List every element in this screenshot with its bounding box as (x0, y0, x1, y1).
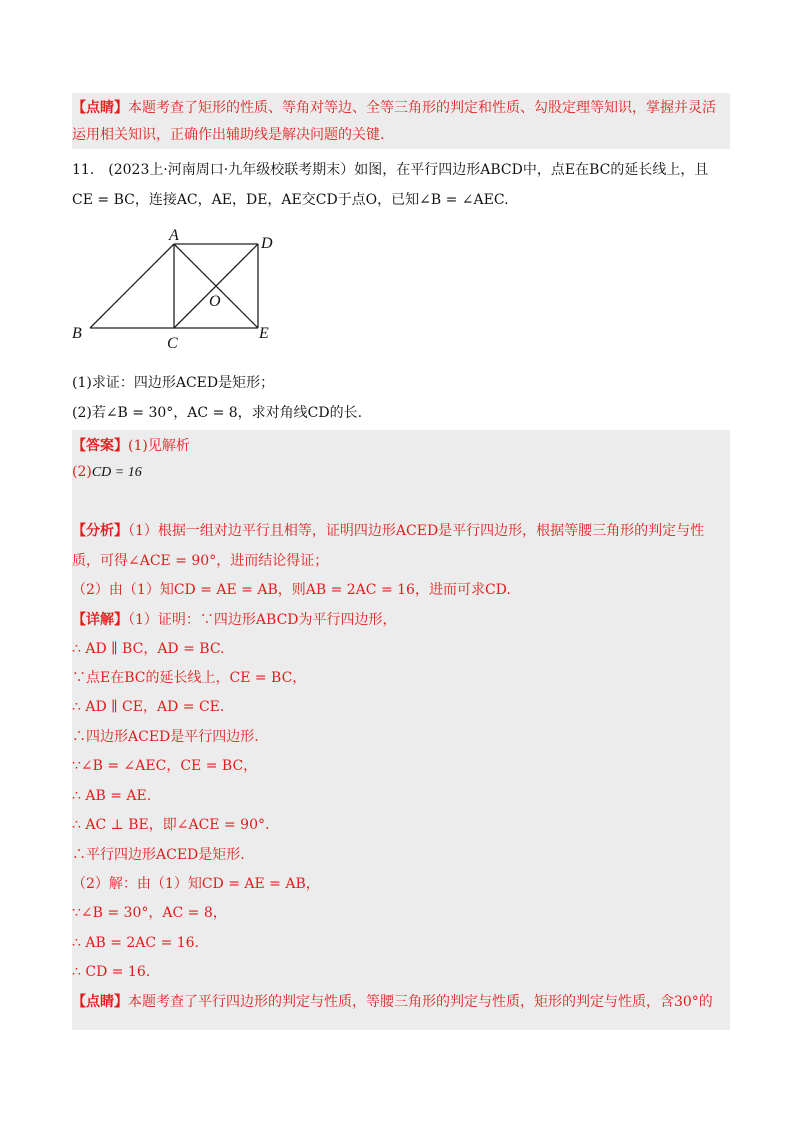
detail-line-7: ∴ AC ⊥ BE，即∠ACE = 90°. (72, 817, 270, 833)
detail-line-0 (72, 610, 732, 630)
tip2-tag: 【点睛】 (72, 994, 128, 1010)
answer-line-1 (72, 436, 732, 456)
answer-part-2: CD = 16 (91, 465, 142, 480)
tip-tag: 【点睛】 (72, 100, 128, 116)
tip2-line-1 (72, 992, 732, 1012)
detail-line-2: ∵点E在BC的延长线上，CE = BC， (72, 670, 307, 686)
label-B: B (72, 325, 82, 342)
tip2-text: 本题考查了平行四边形的判定与性质，等腰三角形的判定与性质，矩形的判定与性质，含30°的 (128, 994, 713, 1010)
answer-part-2-prefix: (2) (72, 464, 92, 480)
answer-line-2 (72, 462, 732, 483)
tip-line-2: 运用相关知识，正确作出辅助线是解决问题的关键. (72, 127, 385, 143)
tip-text: 本题考查了矩形的性质、等角对等边、全等三角形的判定和性质、勾股定理等知识，掌握并灵活 (128, 100, 716, 116)
answer-part-1: (1)见解析 (128, 438, 190, 454)
analysis-line-2: 质，可得∠ACE = 90°，进而结论得证； (72, 553, 329, 569)
detail-line-12: ∴ CD = 16. (72, 964, 151, 980)
label-E: E (259, 325, 269, 342)
detail-line-8: ∴平行四边形ACED是矩形. (72, 847, 245, 863)
label-D: D (261, 235, 273, 252)
geometry-figure (68, 226, 308, 356)
question-line-1: 11. (2023上·河南周口·九年级校联考期末）如图，在平行四边形ABCD中，点E在BC的延长线上，且 (72, 162, 709, 178)
question-part-1: (1)求证：四边形ACED是矩形； (72, 375, 275, 391)
answer-tag: 【答案】 (72, 438, 128, 454)
analysis-line-3: （2）由（1）知CD = AE = AB，则AB = 2AC = 16，进而可求CD. (72, 582, 511, 598)
detail-line-3: ∴ AD ∥ CE，AD = CE. (72, 699, 225, 715)
detail-line-6: ∴ AB = AE. (72, 788, 152, 804)
analysis-line-1 (72, 521, 732, 541)
analysis-text-1: （1）根据一组对边平行且相等，证明四边形ACED是平行四边形，根据等腰三角形的判定与性 (128, 523, 705, 539)
label-O: O (209, 293, 221, 310)
detail-line-10: ∵∠B = 30°，AC = 8， (72, 905, 227, 921)
tip-line-1 (72, 98, 732, 118)
detail-line-1: ∴ AD ∥ BC，AD = BC. (72, 641, 225, 657)
detail-text-0: （1）证明：∵四边形ABCD为平行四边形， (128, 612, 397, 628)
detail-line-4: ∴四边形ACED是平行四边形. (72, 729, 259, 745)
label-A: A (169, 227, 179, 244)
question-part-2: (2)若∠B = 30°，AC = 8，求对角线CD的长. (72, 405, 363, 421)
detail-tag: 【详解】 (72, 612, 128, 628)
label-C: C (167, 335, 178, 352)
segment-AB (90, 244, 174, 328)
detail-line-9: （2）解：由（1）知CD = AE = AB， (72, 876, 320, 892)
detail-line-5: ∵∠B = ∠AEC，CE = BC， (72, 758, 258, 774)
detail-line-11: ∴ AB = 2AC = 16. (72, 935, 200, 951)
analysis-tag: 【分析】 (72, 523, 128, 539)
question-line-2: CE = BC，连接AC，AE，DE，AE交CD于点O，已知∠B = ∠AEC. (72, 192, 509, 208)
